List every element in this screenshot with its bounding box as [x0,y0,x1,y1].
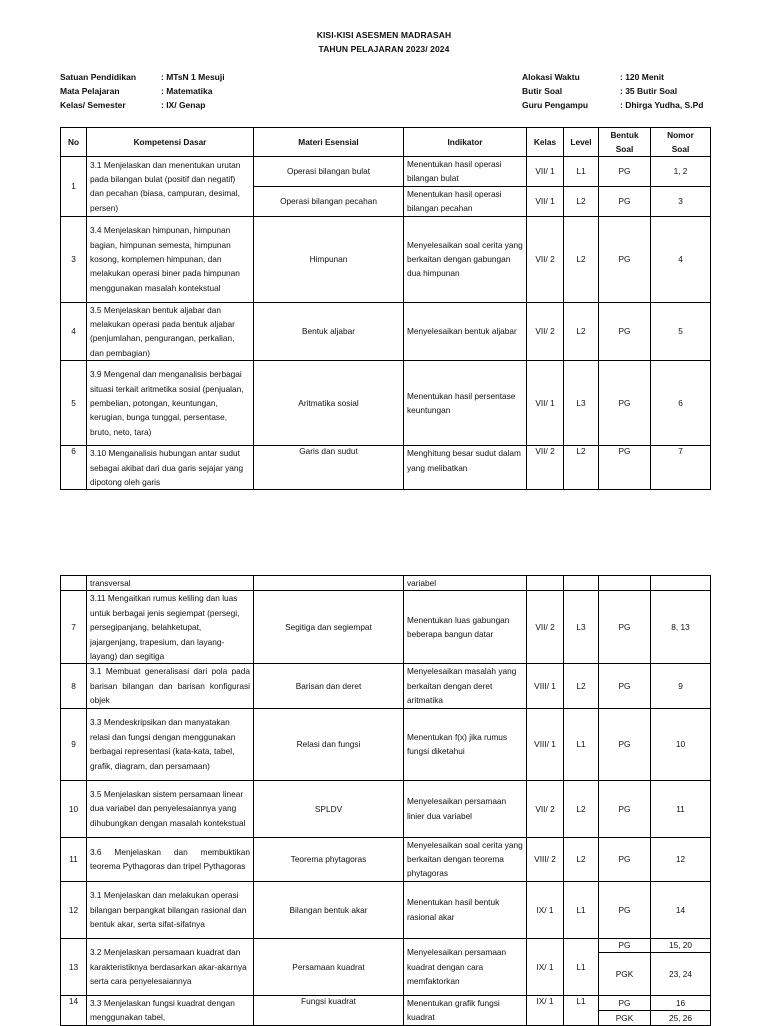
header-level: Level [564,128,599,157]
table-row [61,446,711,490]
cell-indikator: Menentukan f(x) jika rumus fungsi diketahui [404,708,527,780]
cell-materi: Bentuk aljabar [254,302,404,361]
cell-indikator: Menyelesaikan persamaan linier dua variabel [404,780,527,837]
table-row [61,780,711,837]
table-header-row [61,128,711,157]
cell-level: L2 [564,837,599,881]
header-bentuk-line2: Soal [615,144,634,154]
cell-nomor: 4 [651,216,711,302]
cell-materi: Operasi bilangan bulat [254,157,404,187]
cell-bentuk: PG [599,186,651,216]
cell-no: 5 [61,361,87,446]
cell-no: 14 [61,995,87,1025]
cell-materi: Bilangan bentuk akar [254,881,404,938]
cell-kelas: VII/ 2 [527,216,564,302]
cell-kelas: VIII/ 1 [527,664,564,708]
header-nomor-soal [651,128,711,157]
table-row [61,837,711,881]
cell-kelas: VIII/ 1 [527,708,564,780]
cell-bentuk: PG [599,361,651,446]
cell-bentuk: PG [599,837,651,881]
cell-kelas: VII/ 1 [527,361,564,446]
info-label: Mata Pelajaran [60,86,120,96]
cell-level: L1 [564,938,599,995]
cell-kelas: VII/ 2 [527,446,564,490]
cell-indikator: Menyelesaikan persamaan kuadrat dengan cara memfaktorkan [404,938,527,995]
cell-indikator: Menghitung besar sudut dalam yang melibatkan [404,446,527,490]
cell-indikator: Menyelesaikan soal cerita yang berkaitan dengan gabungan dua himpunan [404,216,527,302]
cell-nomor: 9 [651,664,711,708]
cell-materi: Operasi bilangan pecahan [254,186,404,216]
info-value: : Matematika [161,86,213,96]
info-left [60,70,225,112]
info-value: : MTsN 1 Mesuji [161,72,225,82]
cell-level: L1 [564,881,599,938]
info-right [522,70,703,112]
cell-indikator: Menentukan hasil persentase keuntungan [404,361,527,446]
cell-bentuk: PG [599,591,651,664]
cell-level: L2 [564,446,599,490]
cell-indikator: variabel [404,576,527,591]
cell-materi: Himpunan [254,216,404,302]
table-row [61,361,711,446]
header-materi-esensial: Materi Esensial [254,128,404,157]
header-no: No [61,128,87,157]
cell-kompetensi: transversal [87,576,254,591]
cell-materi: Teorema phytagoras [254,837,404,881]
cell-indikator: Menentukan hasil bentuk rasional akar [404,881,527,938]
table-row [61,664,711,708]
cell-level: L3 [564,591,599,664]
cell-indikator: Menentukan hasil operasi bilangan bulat [404,157,527,187]
kisi-kisi-table-page-1 [60,127,711,490]
cell-level: L2 [564,302,599,361]
table-row-continuation [61,576,711,591]
cell-no: 1 [61,157,87,217]
cell-kompetensi: 3.5 Menjelaskan bentuk aljabar dan melakukan operasi pada bentuk aljabar (penjumlahan, pengurangan, perkalian, dan pembagian) [87,302,254,361]
cell-materi [254,576,404,591]
cell-materi: Barisan dan deret [254,664,404,708]
cell-no: 12 [61,881,87,938]
cell-kompetensi: 3.5 Menjelaskan sistem persamaan linear dua variabel dan penyelesaiannya yang dihubungkan dengan masalah kontekstual [87,780,254,837]
table-row [61,995,711,1010]
cell-level: L1 [564,708,599,780]
cell-nomor: 5 [651,302,711,361]
cell-kelas: VII/ 2 [527,780,564,837]
cell-indikator: Menentukan grafik fungsi kuadrat [404,995,527,1025]
cell-kompetensi: 3.3 Menjelaskan fungsi kuadrat dengan menggunakan tabel, [87,995,254,1025]
cell-kompetensi: 3.1 Membuat generalisasi dari pola pada barisan bilangan dan barisan konfigurasi objek [87,664,254,708]
cell-no: 8 [61,664,87,708]
cell-bentuk [599,576,651,591]
cell-indikator: Menentukan luas gabungan beberapa bangun datar [404,591,527,664]
cell-materi: Segitiga dan segiempat [254,591,404,664]
info-value: : Dhirga Yudha, S.Pd [620,100,704,110]
table-row [61,157,711,187]
cell-materi: SPLDV [254,780,404,837]
cell-kompetensi: 3.4 Menjelaskan himpunan, himpunan bagian, himpunan semesta, himpunan kosong, komplemen himpunan, dan melakukan operasi biner pada himpunan menggunakan masalah kontekstual [87,216,254,302]
info-label: Butir Soal [522,86,563,96]
cell-kelas: IX/ 1 [527,995,564,1025]
cell-kompetensi: 3.2 Menjelaskan persamaan kuadrat dan karakteristiknya berdasarkan akar-akarnya serta cara penyelesaiannya [87,938,254,995]
cell-nomor: 3 [651,186,711,216]
info-value: : 120 Menit [620,72,664,82]
cell-kompetensi: 3.1 Menjelaskan dan menentukan urutan pada bilangan bulat (positif dan negatif) dan pecahan (biasa, campuran, desimal, persen) [87,157,254,217]
info-value: : IX/ Genap [161,100,206,110]
cell-nomor: 6 [651,361,711,446]
cell-kompetensi: 3.11 Mengaitkan rumus keliling dan luas untuk berbagai jenis segiempat (persegi, persegipanjang, belahketupat, jajargenjang, trapesium, dan layang-layang) dan segitiga [87,591,254,664]
cell-bentuk: PGK [599,952,651,995]
cell-nomor: 1, 2 [651,157,711,187]
cell-no [61,576,87,591]
cell-bentuk: PG [599,708,651,780]
cell-kelas: IX/ 1 [527,938,564,995]
cell-level: L2 [564,186,599,216]
header-kompetensi-dasar: Kompetensi Dasar [87,128,254,157]
header-nomor-line1: Nomor [667,130,694,140]
cell-kompetensi: 3.1 Menjelaskan dan melakukan operasi bilangan berpangkat bilangan rasional dan bentuk akar, serta sifat-sifatnya [87,881,254,938]
cell-no: 7 [61,591,87,664]
cell-kelas: VII/ 2 [527,302,564,361]
cell-kompetensi: 3.3 Mendeskripsikan dan manyatakan relasi dan fungsi dengan menggunakan berbagai representasi (kata-kata, tabel, grafik, diagram, dan persamaan) [87,708,254,780]
cell-indikator: Menyelesaikan bentuk aljabar [404,302,527,361]
cell-materi: Aritmatika sosial [254,361,404,446]
cell-bentuk: PG [599,938,651,952]
cell-bentuk: PG [599,216,651,302]
cell-level [564,576,599,591]
cell-bentuk: PG [599,302,651,361]
cell-no: 4 [61,302,87,361]
cell-nomor: 15, 20 [651,938,711,952]
info-label: Kelas/ Semester [60,100,126,110]
cell-materi: Persamaan kuadrat [254,938,404,995]
cell-kelas: VII/ 1 [527,157,564,187]
cell-no: 11 [61,837,87,881]
cell-no: 6 [61,446,87,490]
cell-indikator: Menentukan hasil operasi bilangan pecahan [404,186,527,216]
kisi-kisi-table-page-2 [60,575,711,1026]
table-row [61,708,711,780]
info-label: Alokasi Waktu [522,72,580,82]
header-nomor-line2: Soal [671,144,690,154]
header-indikator: Indikator [404,128,527,157]
table-row [61,938,711,952]
cell-nomor: 11 [651,780,711,837]
cell-kompetensi: 3.6 Menjelaskan dan membuktikan teorema Pythagoras dan tripel Pythagoras [87,837,254,881]
cell-no: 9 [61,708,87,780]
cell-nomor: 8, 13 [651,591,711,664]
cell-level: L2 [564,780,599,837]
cell-no: 13 [61,938,87,995]
table-row [61,216,711,302]
cell-nomor: 23, 24 [651,952,711,995]
table-row [61,881,711,938]
cell-bentuk: PG [599,780,651,837]
cell-level: L1 [564,157,599,187]
cell-kelas: VIII/ 2 [527,837,564,881]
table-row [61,302,711,361]
cell-nomor: 16 [651,995,711,1010]
cell-bentuk: PG [599,881,651,938]
cell-nomor: 12 [651,837,711,881]
cell-materi: Relasi dan fungsi [254,708,404,780]
cell-kelas: VII/ 1 [527,186,564,216]
cell-nomor [651,576,711,591]
cell-kelas: VII/ 2 [527,591,564,664]
cell-nomor: 25, 26 [651,1010,711,1025]
info-value: : 35 Butir Soal [620,86,678,96]
cell-no: 10 [61,780,87,837]
table-row [61,591,711,664]
cell-nomor: 10 [651,708,711,780]
cell-bentuk: PG [599,157,651,187]
cell-bentuk: PGK [599,1010,651,1025]
cell-bentuk: PG [599,995,651,1010]
cell-level: L3 [564,361,599,446]
document-subtitle: TAHUN PELAJARAN 2023/ 2024 [318,44,450,54]
header-bentuk-soal [599,128,651,157]
info-label: Guru Pengampu [522,100,589,110]
cell-nomor: 14 [651,881,711,938]
cell-indikator: Menyelesaikan masalah yang berkaitan dengan deret aritmatika [404,664,527,708]
cell-level: L1 [564,995,599,1025]
header-bentuk-line1: Bentuk [610,130,639,140]
cell-bentuk: PG [599,446,651,490]
cell-kelas: IX/ 1 [527,881,564,938]
cell-kelas [527,576,564,591]
cell-no: 3 [61,216,87,302]
info-label: Satuan Pendidikan [60,72,137,82]
cell-indikator: Menyelesaikan soal cerita yang berkaitan dengan teorema phytagoras [404,837,527,881]
cell-materi: Garis dan sudut [254,446,404,490]
header-kelas: Kelas [527,128,564,157]
cell-bentuk: PG [599,664,651,708]
cell-level: L2 [564,216,599,302]
cell-materi: Fungsi kuadrat [254,995,404,1025]
cell-level: L2 [564,664,599,708]
cell-kompetensi: 3.9 Mengenal dan menganalisis berbagai situasi terkait aritmetika sosial (penjualan, pembelian, potongan, keuntungan, kerugian, bunga tunggal, persentase, bruto, neto, tara) [87,361,254,446]
cell-kompetensi: 3.10 Menganalisis hubungan antar sudut sebagai akibat dari dua garis sejajar yang dipotong oleh garis [87,446,254,490]
cell-nomor: 7 [651,446,711,490]
document-title: KISI-KISI ASESMEN MADRASAH [316,30,452,40]
